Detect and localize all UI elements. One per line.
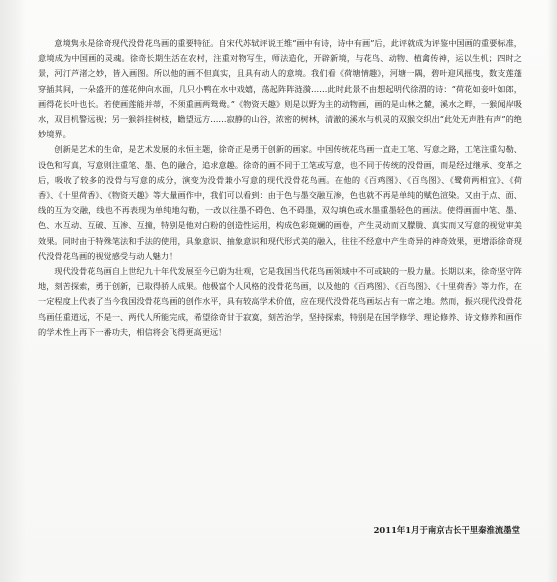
article-body <box>38 36 522 340</box>
paragraph-innovation: 创新是艺术的生命，是艺术发展的永恒主题，徐奇正是勇于创新的画家。中国传统花鸟画一直走工笔、写意之路，工笔注重勾勒、设色和写真，写意则注重笔、墨、色的融合，追求意趣。徐奇的画不同于工笔或写意，也不同于传统的没骨画，而是经过继承、变革之后，吸收了较多的没骨与写意的成分，演变为没骨兼小写意的现代没骨花鸟画。在他的《百鸡图》、《百鸟图》、《鹭荷两相宜》、《荷香》、《十里荷香》、《物资天趣》等大量画作中，我们可以看到：由于色与墨交融互渗，色也就不再是单纯的赋色渲染。又由于点、面、线的互为交融，线也不再表现为单纯地勾勒，一改以往墨不碍色、色不碍墨，双勾填色或水墨重墨轻色的画法。使得画面中笔、墨、色、水互动、互破、互渗、互撞，特别是他对白粉的创造性运用，构成色彩斑斓的画卷，产生灵动而又朦胧、真实而又写意的视觉审美效果。同时由于特殊笔法和手法的使用，具象意识、抽象意识和现代形式美的融入，往往不经意中产生奇异的神奇效果，更增添徐奇现代没骨花鸟画的视觉感受与动人魅力！ <box>38 144 522 261</box>
scan-edge-shadow-left <box>0 0 26 582</box>
signature-date-place: 2011年1月于南京古长干里秦淮流墨堂 <box>373 525 520 535</box>
paragraph-artistic-conception: 意境隽永是徐奇现代没骨花鸟画的重要特征。自宋代苏轼评说王维“画中有诗，诗中有画”后，此评就成为评鉴中国画的重要标准，意境成为中国画的灵魂。徐奇长期生活在农村，注重对物写生，师法造化，开辟新境，与花鸟、动物、植禽传神，运以生机；四时之景，河汀芦渚之妙，皆入画图。所以他的画不但真实，且具有动人的意境。我们看《荷塘情趣》，河塘一隅，碧叶迎风摇曳，数支莲蓬穿插其间，一朵盛开的莲花伸向水面，几只小鸭在水中戏嬉，荡起阵阵涟漪……此时此景不由想起明代徐渭的诗：“荷花如妾叶如郎，画得花长叶也长。若使画莲能并蒂，不须重画两鸳鸯。”《物资天趣》则是以野为主的动物画，画的是山林之麓，溪水之畔，一猴闻岸吸水，双目机警远视；另一猴斜挂树枝，瞻望远方……寂静的山谷，浓密的树林，清澈的溪水与机灵的双猴交织出“此处无声胜有声”的绝妙境界。 <box>38 38 522 140</box>
scan-edge-shadow-right <box>547 0 557 582</box>
paragraph-conclusion: 现代没骨花鸟画自上世纪九十年代发展至今已蔚为壮观，它是我国当代花鸟画领域中不可或缺的一股力量。长期以来，徐奇坚守阵地，刻苦探索，勇于创新，已取得骄人成果。他极富个人风格的没骨花鸟画，以及他的《百鸡图》、《百鸟图》、《十里荷香》等力作，在一定程度上代表了当今我国没骨花鸟画的创作水平，具有较高学术价值，应在现代没骨花鸟画坛占有一席之地。然而，振兴现代没骨花鸟画任重道远，不是一、两代人所能完成，希望徐奇甘于寂寞，刻苦治学，坚持探索，特别是在国学修学、理论修养、诗文修养和画作的学术性上再下一番功夫，相信将会飞得更高更远！ <box>38 266 522 337</box>
